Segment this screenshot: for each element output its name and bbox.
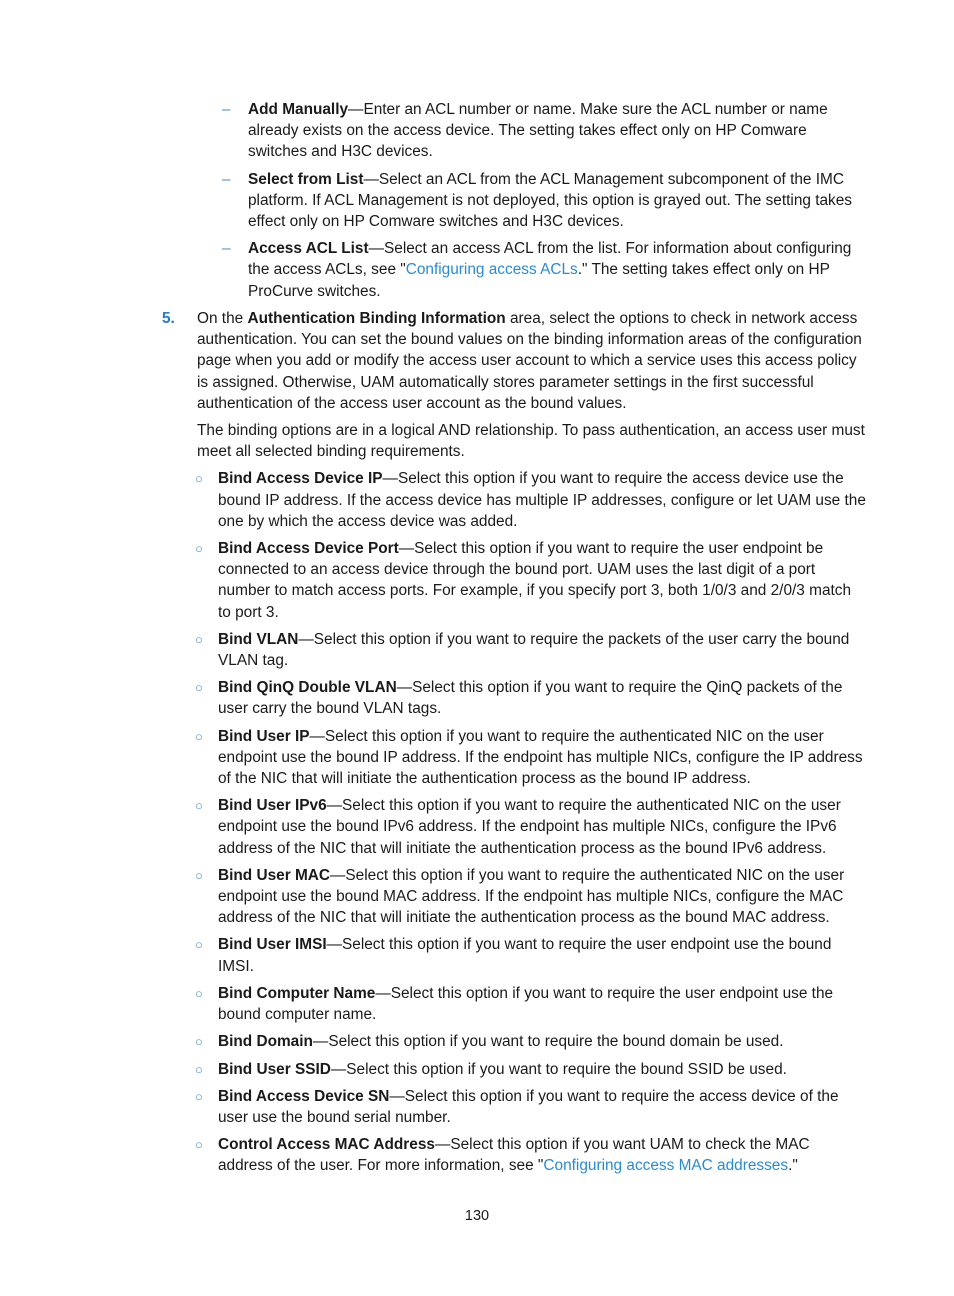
- option-title: Bind User IP: [218, 727, 310, 745]
- circle-bullet-icon: ○: [195, 1061, 203, 1077]
- list-item: [222, 99, 866, 163]
- item-title: Select from List: [248, 170, 364, 188]
- step-bold: Authentication Binding Information: [247, 310, 506, 327]
- option-title: Bind User MAC: [218, 866, 331, 884]
- circle-bullet-icon: ○: [195, 937, 203, 953]
- list-item: [195, 677, 866, 719]
- dash-bullet-icon: –: [222, 170, 231, 188]
- option-title: Bind Domain: [218, 1033, 313, 1051]
- circle-bullet-icon: ○: [195, 728, 203, 744]
- configuring-access-mac-addresses-link[interactable]: Configuring access MAC addresses: [543, 1157, 789, 1175]
- option-title: Bind QinQ Double VLAN: [218, 679, 397, 697]
- binding-options-list: [195, 468, 866, 1176]
- step-paragraph: [197, 308, 866, 414]
- option-text: —Select this option if you want to require the access device use the bound IP address. If the access device has multiple IP addresses, configure or let UAM use the one by which the access device was added.: [218, 470, 866, 530]
- option-text: —Select this option if you want to require the authenticated NIC on the user endpoint use the bound IPv6 address. If the endpoint has multiple NICs, configure the IPv6 address of the NIC that will initiate the authentication process as the bound IPv6 address.: [218, 797, 841, 857]
- list-item: [195, 983, 866, 1025]
- configuring-access-acls-link[interactable]: Configuring access ACLs: [405, 261, 578, 279]
- circle-bullet-icon: ○: [195, 541, 203, 557]
- circle-bullet-icon: ○: [195, 680, 203, 696]
- dash-bullet-icon: –: [222, 101, 231, 118]
- step-text: On the: [197, 310, 248, 327]
- list-item: [195, 1086, 866, 1128]
- option-text: —Select this option if you want to require the QinQ packets of the user carry the bound VLAN tags.: [218, 679, 843, 718]
- option-text: —Select this option if you want to require the access device of the user use the bound serial number.: [218, 1087, 839, 1126]
- list-item: [195, 865, 866, 929]
- item-text: —Enter an ACL number or name. Make sure the ACL number or name already exists on the access device. The setting takes effect only on HP Comware switches and H3C devices.: [248, 101, 828, 161]
- step-text-after: area, select the options to check in network access authentication. You can set the bound values on the binding information areas of the configuration page when you add or modify the access user account to which a service uses this access policy is assigned. Otherwise, UAM automatically stores parameter settings in the first successful authentication of the access user account as the bound values.: [197, 310, 862, 412]
- option-text: —Select this option if you want to require the user endpoint use the bound IMSI.: [218, 936, 832, 975]
- circle-bullet-icon: ○: [195, 1137, 203, 1153]
- item-title: Add Manually: [248, 101, 349, 118]
- circle-bullet-icon: ○: [195, 798, 203, 814]
- list-item: [195, 1134, 866, 1176]
- page-number: 130: [464, 1208, 490, 1224]
- option-text: —Select this option if you want to require the user endpoint be connected to an access device through the bound port. UAM uses the last digit of a port number to match access ports. For example, if you specify port 3, both 1/0/3 and 2/0/3 match to port 3.: [218, 540, 852, 621]
- option-text: —Select this option if you want UAM to check the MAC address of the user. For more information, see ": [218, 1136, 810, 1175]
- step-number: 5.: [162, 310, 175, 327]
- acl-option-list: [222, 99, 866, 308]
- option-title: Bind Access Device Port: [218, 540, 399, 558]
- list-item: [195, 629, 866, 671]
- list-item: [195, 468, 866, 532]
- list-item: [195, 726, 866, 790]
- list-item: [222, 238, 866, 302]
- item-text-after: ." The setting takes effect only on HP ProCurve switches.: [248, 261, 830, 300]
- option-title: Bind Access Device SN: [218, 1087, 390, 1105]
- dash-bullet-icon: –: [222, 240, 231, 258]
- option-text-after: .": [788, 1157, 798, 1175]
- option-text: —Select this option if you want to require the packets of the user carry the bound VLAN tag.: [218, 630, 850, 670]
- step-note: The binding options are in a logical AND relationship. To pass authentication, an access user must meet all selected binding requirements.: [197, 422, 865, 461]
- list-item: [195, 538, 866, 623]
- option-text: —Select this option if you want to require the authenticated NIC on the user endpoint use the bound IP address. If the endpoint has multiple NICs, configure the IP address of the NIC that will initiate the authentication process as the bound IP address.: [218, 727, 863, 788]
- list-item: [195, 1059, 866, 1080]
- option-title: Bind User IPv6: [218, 797, 327, 815]
- option-title: Control Access MAC Address: [218, 1136, 435, 1154]
- item-text: —Select an ACL from the ACL Management subcomponent of the IMC platform. If ACL Management is not deployed, this option is grayed out. The setting takes effect only on HP Comware switches and H3C devices.: [248, 170, 852, 231]
- option-text: —Select this option if you want to require the bound SSID be used.: [330, 1060, 787, 1078]
- list-item: [195, 795, 866, 859]
- option-text: —Select this option if you want to require the authenticated NIC on the user endpoint use the bound MAC address. If the endpoint has multiple NICs, configure the MAC address of the NIC that will initiate the authentication process as the bound MAC address.: [218, 866, 845, 927]
- circle-bullet-icon: ○: [195, 1088, 203, 1104]
- step-body: [197, 308, 866, 462]
- option-title: Bind User SSID: [218, 1060, 331, 1078]
- circle-bullet-icon: ○: [195, 867, 203, 883]
- option-title: Bind Access Device IP: [218, 470, 383, 488]
- circle-bullet-icon: ○: [195, 1034, 203, 1050]
- option-text: —Select this option if you want to require the bound domain be used.: [312, 1033, 784, 1051]
- circle-bullet-icon: ○: [195, 471, 203, 487]
- list-item: [222, 169, 866, 233]
- list-item: [195, 934, 866, 976]
- item-title: Access ACL List: [248, 240, 369, 258]
- circle-bullet-icon: ○: [195, 985, 203, 1001]
- option-title: Bind User IMSI: [218, 936, 327, 954]
- step-5: [162, 308, 866, 1183]
- list-item: [195, 1031, 866, 1052]
- circle-bullet-icon: ○: [195, 631, 203, 647]
- option-title: Bind Computer Name: [218, 984, 376, 1002]
- item-text: —Select an access ACL from the list. For information about configuring the access ACLs, see ": [248, 240, 852, 279]
- option-title: Bind VLAN: [218, 630, 299, 648]
- option-text: —Select this option if you want to require the user endpoint use the bound computer name.: [218, 984, 834, 1024]
